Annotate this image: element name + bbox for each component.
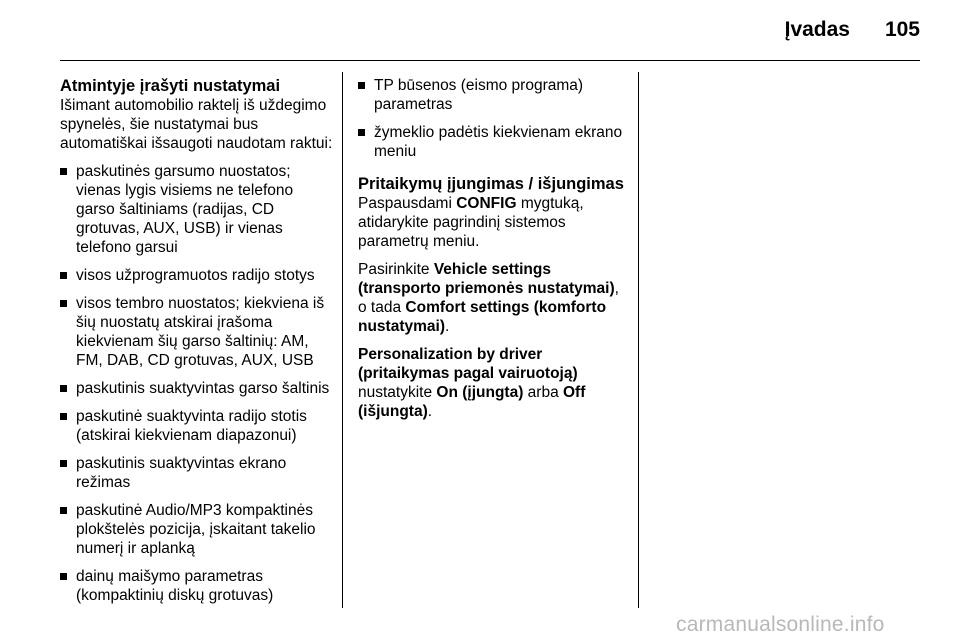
settings-path-paragraph: Pasirinkite Vehicle settings (transporto priemonės nustatymai), o tada Comfort settings (komforto nustatymai).	[358, 261, 619, 335]
list-item: paskutinis suaktyvintas garso šaltinis	[60, 379, 335, 398]
list-item: paskutinės garsumo nuostatos; vienas lygis visiems ne telefono garso šaltiniams (radijas, CD grotuvas, AUX, USB) ir vienas telefono garsui	[60, 162, 335, 257]
left-column	[60, 76, 335, 605]
bullet-icon	[358, 129, 365, 136]
bullet-icon	[60, 272, 67, 279]
personalization-heading: Pritaikymų įjungimas / išjungimas	[358, 175, 624, 193]
list-item: paskutinė Audio/MP3 kompaktinės plokštelės pozicija, įskaitant takelio numerį ir aplanką	[60, 501, 335, 558]
bullet-icon	[60, 300, 67, 307]
config-paragraph: Paspausdami CONFIG mygtuką, atidarykite pagrindinį sistemos parametrų meniu.	[358, 195, 584, 250]
personalization-term: Personalization by driver (pritaikymas pagal vairuotoją)	[358, 346, 578, 382]
header-rule	[60, 60, 920, 61]
section-title: Įvadas	[784, 18, 850, 41]
memory-bullet-list-continued	[358, 76, 628, 161]
config-button-label: CONFIG	[456, 195, 517, 212]
memory-settings-heading: Atmintyje įrašyti nustatymai	[60, 77, 281, 95]
memory-intro-text: Išimant automobilio raktelį iš uždegimo spynelės, šie nustatymai bus automatiškai išsaugoti naudotam raktui:	[60, 97, 333, 152]
bullet-icon	[60, 507, 67, 514]
vehicle-settings-term: Vehicle settings (transporto priemonės nustatymai)	[358, 261, 615, 297]
column-divider-left	[342, 72, 343, 608]
list-item: paskutinė suaktyvinta radijo stotis (atskirai kiekvienam diapazonui)	[60, 407, 335, 445]
watermark: carmanualsonline.info	[676, 613, 885, 636]
memory-bullet-list	[60, 162, 335, 605]
list-item: visos užprogramuotos radijo stotys	[60, 266, 335, 285]
personalization-paragraph: Personalization by driver (pritaikymas pagal vairuotoją) nustatykite On (įjungta) arba Off (išjungta).	[358, 346, 586, 420]
column-divider-right	[638, 72, 639, 608]
off-term: Off (išjungta)	[358, 384, 586, 420]
on-term: On (įjungta)	[436, 384, 524, 401]
bullet-icon	[358, 82, 365, 89]
bullet-icon	[60, 385, 67, 392]
list-item: TP būsenos (eismo programa) parametras	[358, 76, 628, 114]
bullet-icon	[60, 413, 67, 420]
list-item: visos tembro nuostatos; kiekviena iš šių nuostatų atskirai įrašoma kiekvienam šių garso šaltinių: AM, FM, DAB, CD grotuvas, AUX, USB	[60, 294, 335, 370]
list-item: dainų maišymo parametras (kompaktinių diskų grotuvas)	[60, 567, 335, 605]
list-item: žymeklio padėtis kiekvienam ekrano meniu	[358, 123, 628, 161]
bullet-icon	[60, 168, 67, 175]
bullet-icon	[60, 573, 67, 580]
bullet-icon	[60, 460, 67, 467]
list-item: paskutinis suaktyvintas ekrano režimas	[60, 454, 335, 492]
right-column	[358, 76, 628, 421]
page-number: 105	[884, 18, 920, 41]
comfort-settings-term: Comfort settings (komforto nustatymai)	[358, 299, 607, 335]
